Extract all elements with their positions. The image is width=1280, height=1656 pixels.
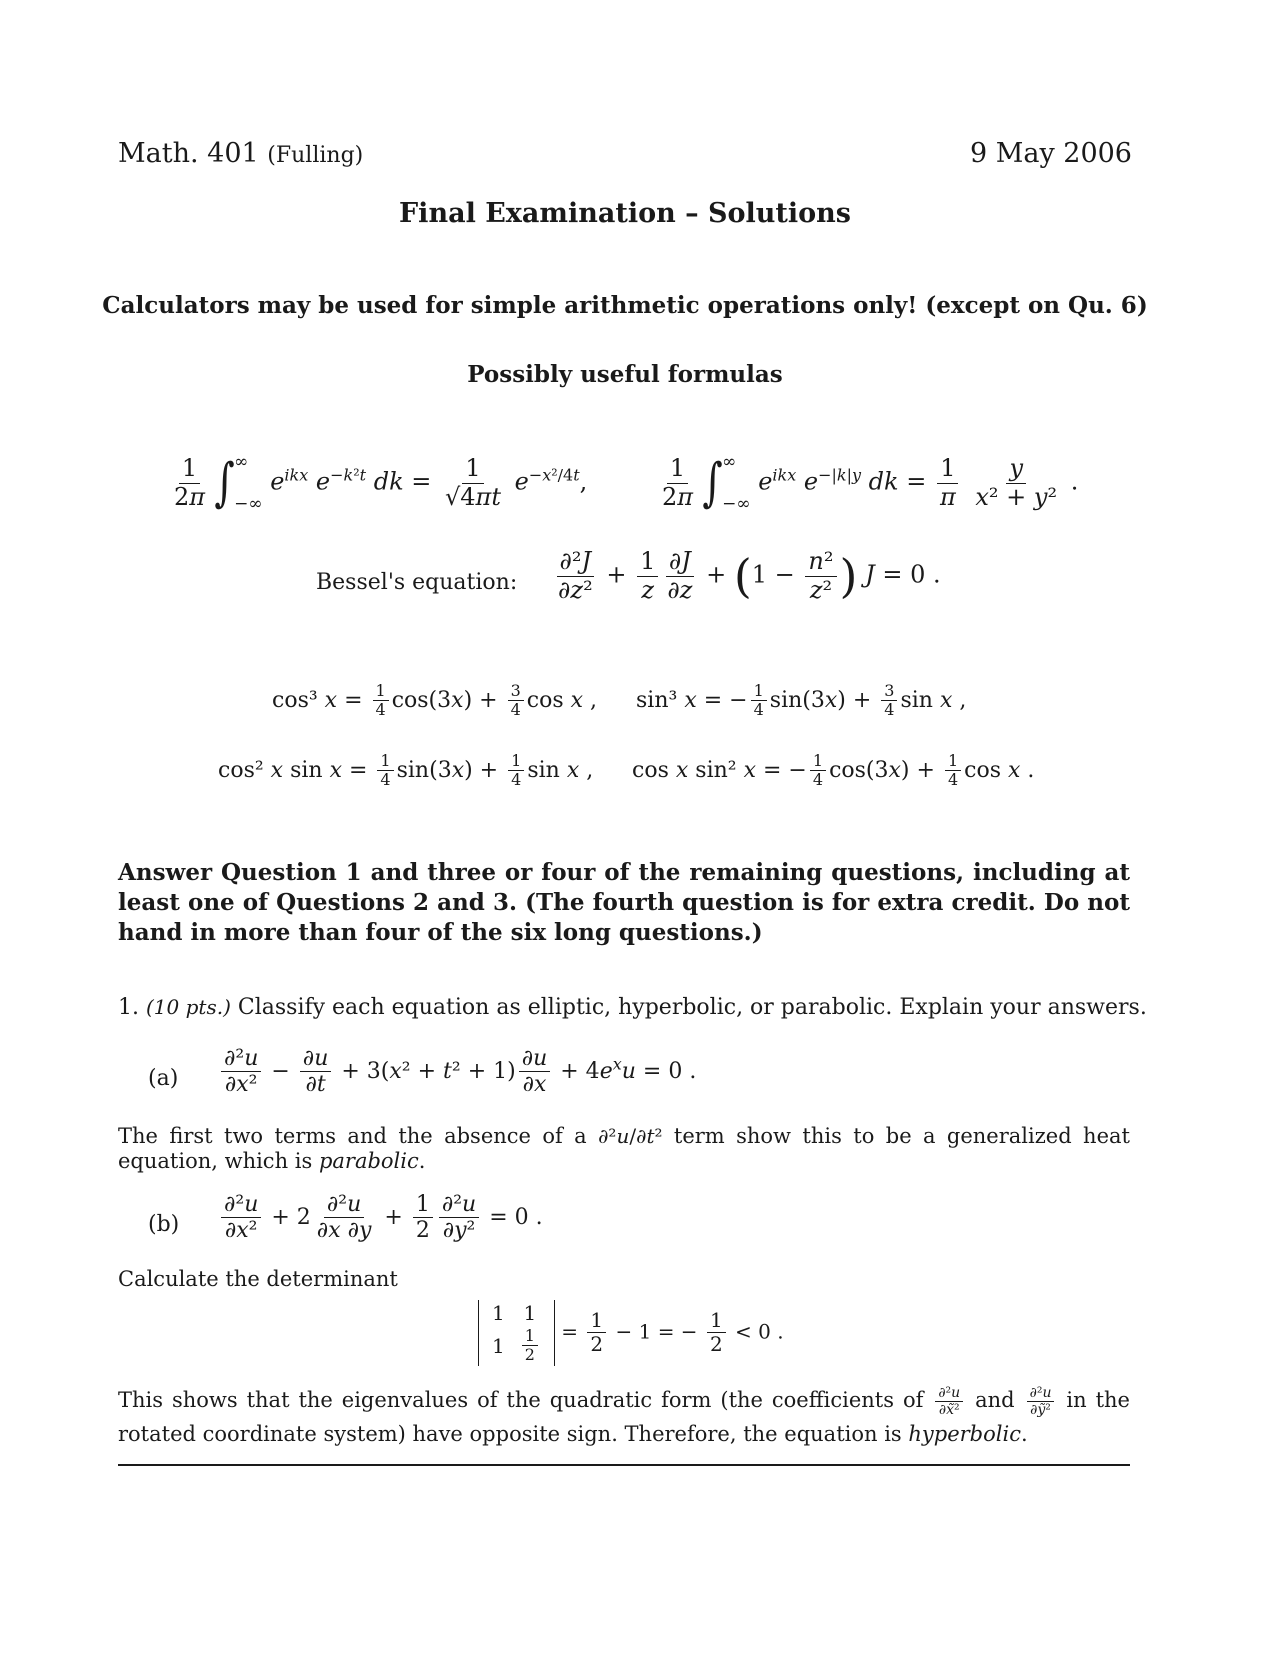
part-b-answer-text-2: in the rotated coordinate system) have opposite sign. Therefore, the equation is [118,1388,1130,1447]
calculator-note: Calculators may be used for simple arithmetic operations only! (except on Qu. 6) [102,292,1148,319]
part-a-classification: parabolic [318,1149,419,1173]
question-number: 1. [118,995,139,1020]
part-a-answer-text-2: term show this to be a generalized heat equation, which is [118,1124,1130,1173]
part-b-answer: This shows that the eigenvalues of the quadratic form (the coefficients of $\frac{\text{∂²u}}{\text{∂x̃²}}$ and $\frac{\text{∂²u}}{\text{∂ỹ²}}$ in the rotated coordinate system) have opposite sign. Therefore, the equation is hyperbolic. [118,1384,1130,1447]
part-b-answer-text-1: This shows that the eigenvalues of the quadratic form (the coefficients of [118,1388,924,1412]
page-title: Final Examination – Solutions [399,198,851,229]
determinant-computation: 1 1 1 $\frac{1}{2}$ = $\frac{1}{2}$ − 1 = − $\frac{1}{2}$ < 0 . [478,1300,784,1366]
part-b-classification: hyperbolic [908,1422,1021,1447]
sin-cubed-identity: sin³ x = − $\frac{1}{4}$ sin(3x) + $\frac{3}{4}$ sin x , [636,681,967,720]
determinant-matrix: 1 1 1 $\frac{1}{2}$ [478,1300,555,1366]
part-a-answer-text-1: The first two terms and the absence of a [118,1124,587,1148]
exam-instructions: Answer Question 1 and three or four of the remaining questions, including at least one of Questions 2 and 3. (The fourth question is for extra credit. Do not hand in more than four of the six long questions.) [118,859,1130,946]
question-1-prompt [118,995,1147,1020]
part-b-equation: $\frac{\text{∂²u}}{\text{∂x²}}$ + 2 $\frac{\text{∂²u}}{\partial x \partial y}$ + $\frac{1}{2}$ $\frac{\text{∂²u}}{\text{∂y²}}$ = 0 . [218,1192,543,1244]
heat-kernel-formula: $\frac{1}{2\pi}$ ∫ ∞ −∞ $e^{ikx}$ $e^{-k^2t}$ dk = $\frac{1}{√4\pi t}$ $e^{-x^2/4t}$, [174,452,588,514]
cos-sin-squared-identity: cos x sin² x = − $\frac{1}{4}$ cos(3x) + $\frac{1}{4}$ cos x . [632,751,1035,790]
bessel-equation: $\frac{\text{∂²J}}{\text{∂z²}}$ + $\frac{1}{z}$ $\frac{\partial J}{\partial z}$ + (1 − $\frac{\text{n²}}{\text{z²}}$ ) J = 0 . [558,547,941,604]
part-a-equation: $\frac{\text{∂²u}}{\text{∂x²}}$ − $\frac{\partial u}{\partial t}$ + 3(x² + t² + 1) $\frac{\partial u}{\partial x}$ + $4e^xu = 0$ . [218,1046,696,1098]
poisson-kernel-formula: $\frac{1}{2\pi}$ ∫ ∞ −∞ $e^{ikx}$ $e^{-|k|y}$ dk = $\frac{1}{\pi}$ $\frac{y}{\text{x² + y²}}$ . [662,452,1079,514]
question-text: Classify each equation as elliptic, hyperbolic, or parabolic. Explain your answers. [237,995,1147,1020]
course-name: Math. 401 [118,138,259,169]
part-a-answer: The first two terms and the absence of a ∂²u/∂t² term show this to be a generalized heat equation, which is parabolic. [118,1124,1130,1173]
part-b-answer-and: and [975,1388,1015,1412]
instructor-name: (Fulling) [267,143,364,168]
part-b-intro: Calculate the determinant [118,1267,398,1291]
question-points: (10 pts.) [146,995,231,1019]
formulas-heading: Possibly useful formulas [467,361,783,388]
exam-date: 9 May 2006 [969,138,1132,169]
part-a-label: (a) [148,1066,179,1091]
part-b-label: (b) [148,1212,180,1237]
cos-squared-sin-identity: cos² x sin x = $\frac{1}{4}$ sin(3x) + $\frac{1}{4}$ sin x , [218,751,594,790]
course-header [118,138,363,169]
cos-cubed-identity: cos³ x = $\frac{1}{4}$ cos(3x) + $\frac{3}{4}$ cos x , [272,681,598,720]
bessel-label: Bessel's equation: [316,570,518,595]
section-divider [118,1464,1130,1466]
